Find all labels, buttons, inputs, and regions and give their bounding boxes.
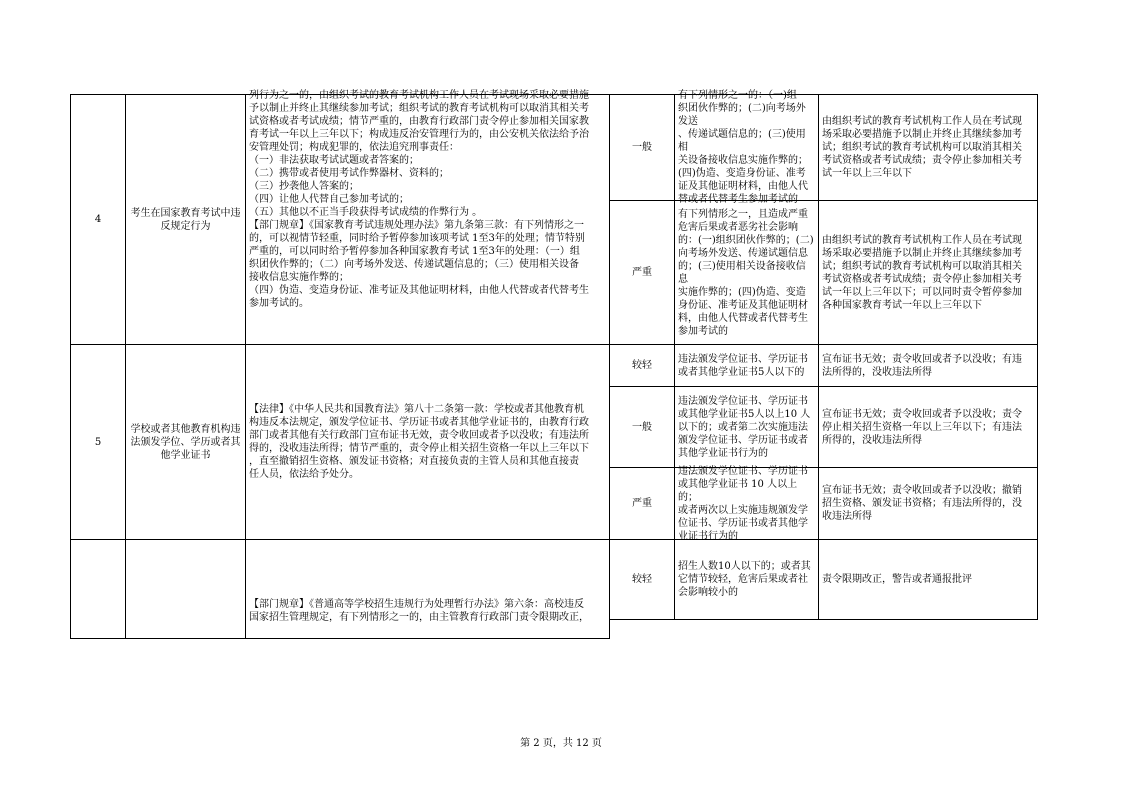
row-5-level-2: 一般 [609, 386, 675, 468]
row-5-circumstance-1-text: 违法颁发学位证书、学历证书 或者其他学业证书5人以下的 [678, 353, 808, 378]
row-6-circumstance-1 [674, 539, 819, 620]
row-5-circumstance-1 [674, 344, 819, 387]
row-4-penalty-1-text: 由组织考试的教育考试机构工作人员在考试现 场采取必要措施予以制止并终止其继续参加考 试；组织考试的教育考试机构可以取消其相关 考试资格或者考试成绩；责令停止参加相关考 试一年以上三年以下 [822, 116, 1022, 179]
row-4-no: 4 [70, 94, 126, 345]
row-5-law-text: 【法律】《中华人民共和国教育法》第八十二条第一款：学校或者其他教育机 构违反本法规定，颁发学位证书、学历证书或者其他学业证书的，由教育行政 部门或者其他有关行政部门宣布证书无效，责令收回或者予以没收；有违法所 得的，没收违法所得；情节严重的，责令停止相关招生资格一年以上三年以下 ，直至撤销招生资格、颁发证书资格；对直接负责的主管人员和其他直接责 任人员，依法给予处分。 [249, 404, 589, 480]
row-4-name: 考生在国家教育考试中违反规定行为 [125, 94, 246, 345]
row-4-circumstance-1-text: 有下列情形之一的：（一)组 织团伙作弊的；(二)向考场外发送 、传递试题信息的；(三)使用相 关设备接收信息实施作弊的； (四)伪造、变造身份证、准考 证及其他证明材料，由他人代 替或者代替考生参加考试的 [678, 90, 808, 205]
row-5-circumstance-3 [674, 467, 819, 540]
row-5-penalty-1 [818, 344, 1038, 387]
row-5-penalty-1-text: 宣布证书无效；责令收回或者予以没收；有违 法所得的，没收违法所得 [822, 353, 1022, 378]
row-6-law [245, 539, 610, 639]
row-6-circumstance-1-text: 招生人数10人以下的；或者其 它情节较轻，危害后果或者社 会影响较小的 [678, 561, 811, 598]
row-4-circumstance-2-text: 有下列情形之一，且造成严重 危害后果或者恶劣社会影响 的：(一)组织团伙作弊的；(二) 向考场外发送、传递试题信息 的；(三)使用相关设备接收信息 实施作弊的；(四)伪造、变造 身份证、准考证及其他证明材 料，由他人代替或者代替考生 参加考试的 [678, 208, 814, 337]
row-5-law [245, 344, 610, 540]
row-4-law [245, 90, 610, 345]
row-5-level-1: 较轻 [609, 344, 675, 387]
row-4-circumstance-2 [674, 200, 819, 345]
row-5-penalty-2 [818, 386, 1038, 468]
page-footer: 第 2 页，共 12 页 [520, 738, 602, 749]
row-4-level-2: 严重 [609, 200, 675, 345]
row-6-name [125, 539, 246, 639]
row-5-penalty-3 [818, 467, 1038, 540]
row-6-no [70, 539, 126, 639]
row-4-penalty-2-text: 由组织考试的教育考试机构工作人员在考试现 场采取必要措施予以制止并终止其继续参加考 试；组织考试的教育考试机构可以取消其相关 考试资格或者考试成绩；责令停止参加相关考 试一年以上三年以下；可以同时责令暂停参加 各种国家教育考试一年以上三年以下 [822, 234, 1022, 311]
row-6-penalty-1-text: 责令限期改正，警告或者通报批评 [822, 574, 972, 585]
row-5-penalty-2-text: 宣布证书无效；责令收回或者予以没收；责令 停止相关招生资格一年以上三年以下；有违法 所得的，没收违法所得 [822, 408, 1022, 446]
row-4-circumstance-1 [674, 90, 819, 205]
row-6-penalty-1 [818, 539, 1038, 620]
row-5-circumstance-2 [674, 386, 819, 468]
row-6-law-text: 【部门规章】《普通高等学校招生违规行为处理暂行办法》第六条：高校违反 国家招生管理规定，有下列情形之一的，由主管教育行政部门责令限期改正， [249, 599, 589, 623]
row-5-name: 学校或者其他教育机构违法颁发学位、学历或者其他学业证书 [125, 344, 246, 540]
row-5-level-3: 严重 [609, 467, 675, 540]
row-4-level-1: 一般 [609, 94, 675, 201]
row-5-penalty-3-text: 宣布证书无效；责令收回或者予以没收；撤销 招生资格、颁发证书资格；有违法所得的，没 收违法所得 [822, 485, 1022, 522]
row-5-circumstance-3-text: 违法颁发学位证书、学历证书 或其他学业证书 10 人以上的； 或者两次以上实施违规颁发学 位证书、学历证书或者其他学 业证书行为的 [678, 465, 808, 542]
row-4-penalty-1 [818, 94, 1038, 201]
row-6-level-1: 较轻 [609, 539, 675, 620]
row-5-circumstance-2-text: 违法颁发学位证书、学历证书 或其他学业证书5人以上10 人 以下的；或者第二次实施违法 颁发学位证书、学历证书或者 其他学业证书行为的 [678, 395, 811, 459]
row-4-law-text: 列行为之一的，由组织考试的教育考试机构工作人员在考试现场采取必要措施 予以制止并终止其继续参加考试；组织考试的教育考试机构可以取消其相关考 试资格或者考试成绩；情节严重的，由教育行政部门责令停止参加相关国家教 育考试一年以上三年以下；构成违反治安管理行为的，由公安机关依法给予治 安管理处罚；构成犯罪的，依法追究刑事责任： （一）非法获取考试试题或者答案的； （二）携带或者使用考试作弊器材、资料的； （三）抄袭他人答案的； （四）让他人代替自己参加考试的； （五）其他以不正当手段获得考试成绩的作弊行为 。 【部门规章】《国家教育考试违规处理办法》第九条第三款：有下列情形之一 的，可以视情节轻重，同时给予暂停参加该项考试 1至3年的处理；情节特别 严重的，可以同时给予暂停参加各种国家教育考试 1至3年的处理：（一）组 织团伙作弊的；（二）向考场外发送、传递试题信息的；（三）使用相关设备 接收信息实施作弊的； （四）伪造、变造身份证、准考证及其他证明材料，由他人代替或者代替考生 参加考试的。 [249, 90, 589, 309]
row-5-no: 5 [70, 344, 126, 540]
penalty-table [70, 90, 1038, 623]
row-4-penalty-2 [818, 200, 1038, 345]
